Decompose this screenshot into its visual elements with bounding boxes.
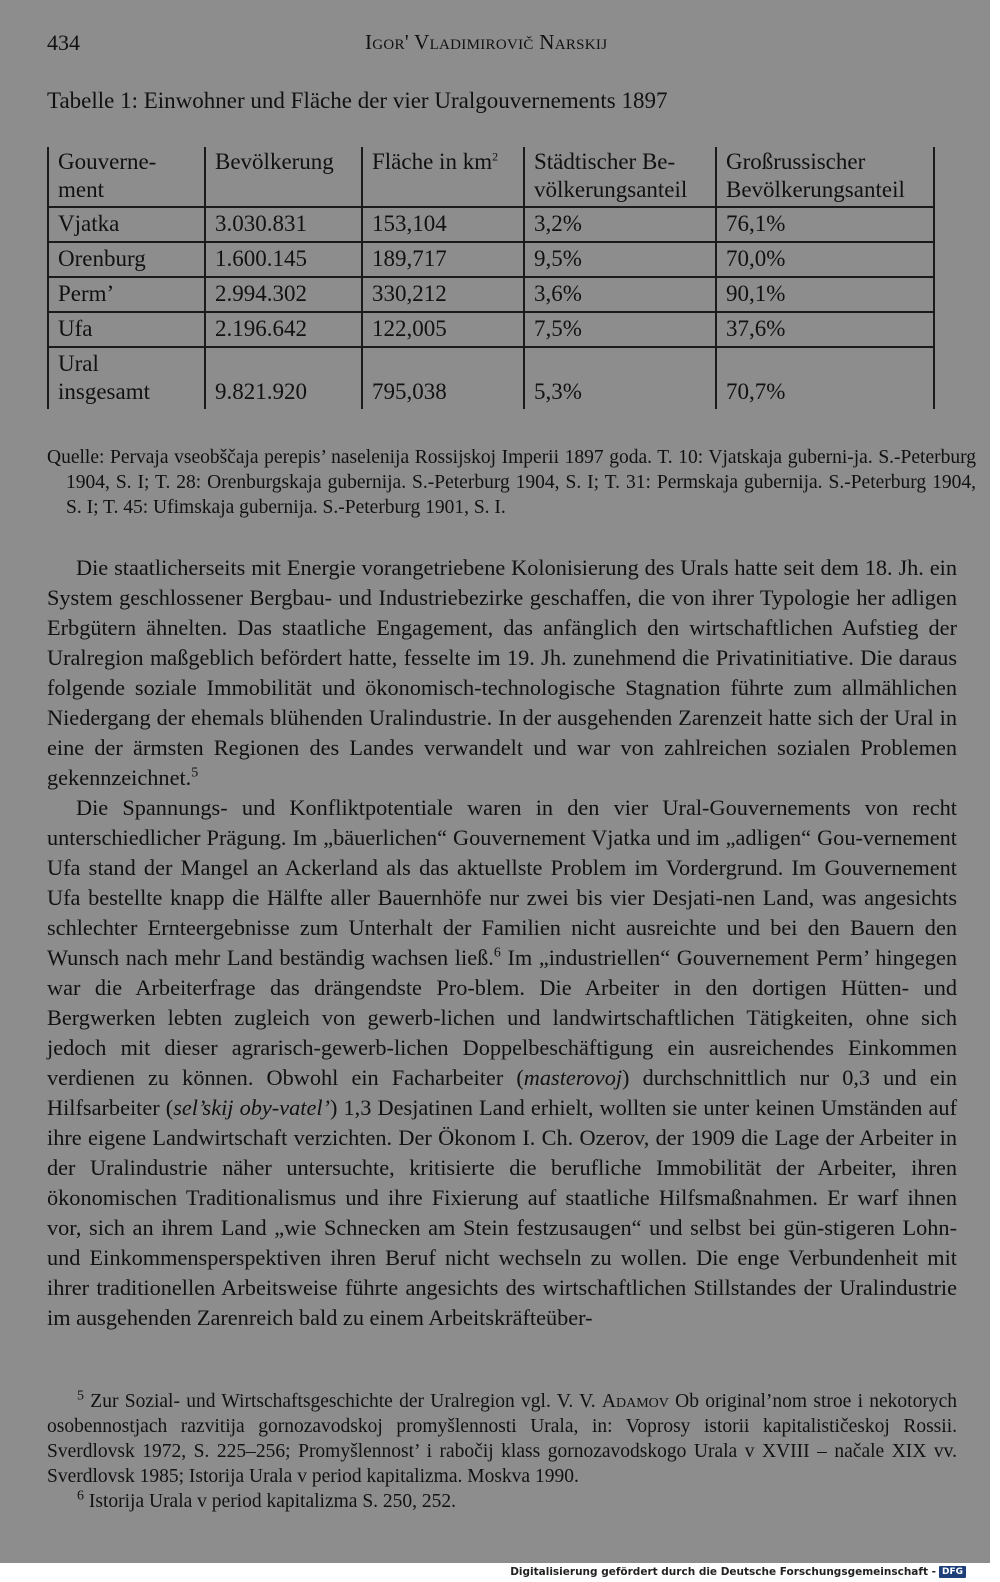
footnote-ref: 5 (191, 765, 199, 781)
table-header-row (48, 147, 934, 207)
header-urban-share: Städtischer Be- völkerungsanteil (524, 147, 716, 207)
table-row (48, 277, 934, 312)
table-row (48, 242, 934, 277)
table-row (48, 207, 934, 242)
footnote: $^5$ Zur Sozial- und Wirtschaftsgeschichte der Uralregion vgl. V. V. Adamov Ob original’nom stroe i nekotorych osobennostjach razvitija gornozavodskoj promyšlennosti Urala, in: Voprosy istorii kapitalističeskoj Rossii. Sverdlovsk 1972, S. 225–256; Promyšlennost’ i rabočij klass gornozavodskogo Urala v XVIII – načale XIX vv. Sverdlovsk 1985; Istorija Urala v period kapitalizma. Moskva 1990. (47, 1388, 957, 1487)
header-area: Fläche in $km^2$ (362, 147, 524, 207)
cell-urban: 3,6% (524, 277, 716, 312)
page-number: 434 (47, 30, 80, 55)
body-text (47, 553, 957, 1333)
cell-region: Ufa (48, 312, 205, 347)
running-head: Igor' Vladimirovič Narskij (365, 30, 608, 54)
cell-area: 122,005 (362, 312, 524, 347)
cell-population: 3.030.831 (205, 207, 362, 242)
cell-area: 795,038 (362, 347, 524, 409)
cell-urban: 9,5% (524, 242, 716, 277)
cell-russian: 37,6% (716, 312, 934, 347)
cell-population: 1.600.145 (205, 242, 362, 277)
digitization-credit: Digitalisierung gefördert durch die Deutsche Forschungsgemeinschaft - DFG (510, 1566, 966, 1578)
cell-population: 2.994.302 (205, 277, 362, 312)
cell-population: 9.821.920 (205, 347, 362, 409)
cell-area: 153,104 (362, 207, 524, 242)
table-row (48, 312, 934, 347)
table-caption: Tabelle 1: Einwohner und Fläche der vier Uralgouvernements 1897 (47, 88, 668, 113)
paragraph: Die Spannungs- und Konfliktpotentiale waren in den vier Ural-Gouvernements von recht unterschiedlicher Prägung. Im „bäuerlichen“ Gouvernement Vjatka und im „adligen“ Gou-vernement Ufa stand der Mangel an Ackerland als das aktuellste Problem im Vordergrund. Im Gouvernement Ufa bestellte knapp die Hälfte aller Bauernhöfe nur zwei bis vier Desjati-nen Land, was angesichts schlechter Ernteergebnisse zum Unterhalt der Familien nicht ausreichte und bei den Bauern den Wunsch nach mehr Land beständig wachsen ließ.$^6$ Im „industriellen“ Gouvernement Perm’ hingegen war die Arbeiterfrage das drängendste Pro-blem. Die Arbeiter in den dortigen Hütten- und Bergwerken lebten zugleich von gewerb-lichen und landwirtschaftlichen Tätigkeiten, ohne sich jedoch mit dieser agrarisch-gewerb-lichen Doppelbeschäftigung ein ausreichendes Einkommen verdienen zu können. Obwohl ein Facharbeiter (masterovoj) durchschnittlich nur 0,3 und ein Hilfsarbeiter (sel’skij oby-vatel’) 1,3 Desjatinen Land erhielt, wollten sie unter keinen Umständen auf ihre eigene Landwirtschaft verzichten. Der Ökonom I. Ch. Ozerov, der 1909 die Lage der Arbeiter in der Uralindustrie näher untersuchte, kritisierte die berufliche Immobilität der Arbeiter, ihren ökonomischen Traditionalismus und ihre Fixierung auf staatliche Hilfsmaßnahmen. Er warf ihnen vor, sich an ihrem Land „wie Schnecken am Stein festzusaugen“ und selbst bei gün-stigeren Lohn- und Einkommensperspektiven ihren Beruf nicht wechseln zu wollen. Die enge Verbundenheit mit ihrer traditionellen Arbeitsweise führte angesichts des wirtschaftlichen Stillstandes der Uralindustrie im ausgehenden Zarenreich bald zu einem Arbeitskräfteüber- (47, 795, 958, 1330)
footnote-ref: 6 (493, 945, 501, 961)
header-gouvernement: Gouverne- ment (48, 147, 205, 207)
table-row-total (48, 347, 934, 409)
cell-russian: 76,1% (716, 207, 934, 242)
cell-region: Vjatka (48, 207, 205, 242)
cell-urban: 3,2% (524, 207, 716, 242)
dfg-logo-icon: DFG (939, 1566, 966, 1578)
footnote: $^6$ Istorija Urala v period kapitalizma S. 250, 252. (77, 1488, 457, 1512)
cell-region: Orenburg (48, 242, 205, 277)
cell-urban: 7,5% (524, 312, 716, 347)
cell-russian: 90,1% (716, 277, 934, 312)
cell-urban: 5,3% (524, 347, 716, 409)
header-russian-share: Großrussischer Bevölkerungsanteil (716, 147, 934, 207)
cell-region: Perm’ (48, 277, 205, 312)
cell-population: 2.196.642 (205, 312, 362, 347)
paragraph: Die staatlicherseits mit Energie vorangetriebene Kolonisierung des Urals hatte seit dem 18. Jh. ein System geschlossener Bergbau- und Industriebezirke geschaffen, die von ihrer Typologie her adligen Erbgütern ähnelten. Das staatliche Engagement, das anfänglich den wirtschaftlichen Aufstieg der Uralregion maßgeblich befördert hatte, fesselte im 19. Jh. zunehmend die Privatinitiative. Die daraus folgende soziale Immobilität und ökonomisch-technologische Stagnation führte zum allmählichen Niedergang der ehemals blühenden Uralindustrie. In der ausgehenden Zarenzeit hatte sich der Ural in eine der ärmsten Regionen des Landes verwandelt und war von zahlreichen sozialen Problemen gekennzeichnet.$^5$ (47, 555, 957, 790)
header-population: Bevölkerung (205, 147, 362, 207)
footnotes (47, 1389, 957, 1514)
population-table (47, 147, 933, 409)
cell-area: 189,717 (362, 242, 524, 277)
cell-russian: 70,0% (716, 242, 934, 277)
cell-area: 330,212 (362, 277, 524, 312)
cell-region: Ural insgesamt (48, 347, 205, 409)
table-source-note: Quelle: Pervaja vseobščaja perepis’ naselenija Rossijskoj Imperii 1897 goda. T. 10: Vjatskaja guberni-ja. S.-Peterburg 1904, S. I; T. 28: Orenburgskaja gubernija. S.-Peterburg 1904, S. I; T. 31: Permskaja gubernija. S.-Peterburg 1904, S. I; T. 45: Ufimskaja gubernija. S.-Peterburg 1901, S. I. (47, 447, 976, 518)
cell-russian: 70,7% (716, 347, 934, 409)
